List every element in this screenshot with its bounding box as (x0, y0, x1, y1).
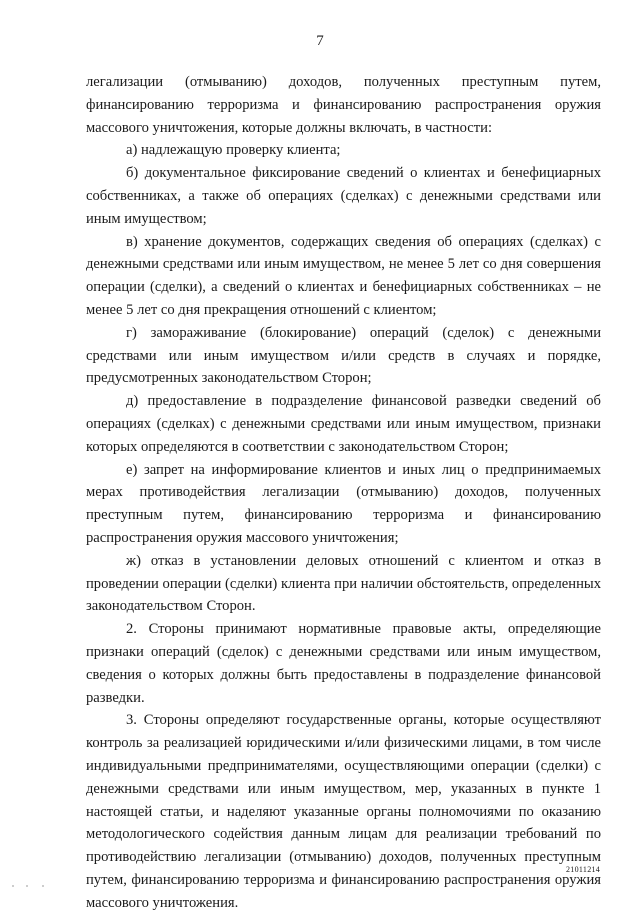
document-body (86, 71, 601, 914)
paragraph-item-b: б) документальное фиксирование сведений о клиентах и бенефициарных собственниках, а также об операциях (сделках) с денежными средствами или иным имуществом; (86, 165, 601, 227)
paragraph-point-2: 2. Стороны принимают нормативные правовые акты, определяющие признаки операций (сделок) с денежными средствами или иным имуществом, сведения о которых должны быть предоставлены в подразделение финансовой разведки. (86, 621, 601, 706)
scan-artifact (12, 885, 52, 888)
paragraph-item-d: д) предоставление в подразделение финансовой разведки сведений об операциях (сделках) с денежными средствами или иным имуществом, признаки которых определяются в соответствии с законодательством Сторон; (86, 393, 601, 455)
paragraph-item-a: а) надлежащую проверку клиента; (126, 142, 341, 159)
document-code: 21011214 (566, 865, 601, 874)
paragraph-continuation: легализации (отмыванию) доходов, полученных преступным путем, финансированию терроризма и финансированию распространения оружия массового уничтожения, которые должны включать, в частности: (86, 74, 601, 136)
paragraph-item-g: г) замораживание (блокирование) операций (сделок) с денежными средствами или иным имуществом и/или средств в случаях и порядке, предусмотренных законодательством Сторон; (86, 324, 601, 387)
paragraph-item-e: е) запрет на информирование клиентов и иных лиц о предпринимаемых мерах противодействия легализации (отмыванию) доходов, полученных преступным путем, финансированию терроризма и финансированию распространения оружия массового уничтожения; (86, 461, 601, 546)
paragraph-point-3: 3. Стороны определяют государственные органы, которые осуществляют контроль за реализацией юридическими и/или физическими лицами, в том числе индивидуальными предпринимателями, осуществляющими операции (сделки) с денежными средствами или иным имуществом, мер, указанных в пункте 1 настоящей статьи, и наделяют указанные органы полномочиями по оказанию методологического содействия данным лицам для реализации требований по противодействию легализации (отмыванию) доходов, полученных преступным путем, финансированию терроризма и финансированию распространения оружия массового уничтожения. (86, 712, 601, 911)
paragraph-item-v: в) хранение документов, содержащих сведения об операциях (сделках) с денежными средствами или иным имуществом, не менее 5 лет со дня совершения операции (сделки), а сведений о клиентах и бенефициарных собственниках – не менее 5 лет со дня прекращения отношений с клиентом; (86, 233, 601, 318)
paragraph-item-zh: ж) отказ в установлении деловых отношений с клиентом и отказ в проведении операции (сделки) клиента при наличии обстоятельств, определенных законодательством Сторон. (86, 552, 601, 615)
page-number: 7 (316, 33, 324, 49)
